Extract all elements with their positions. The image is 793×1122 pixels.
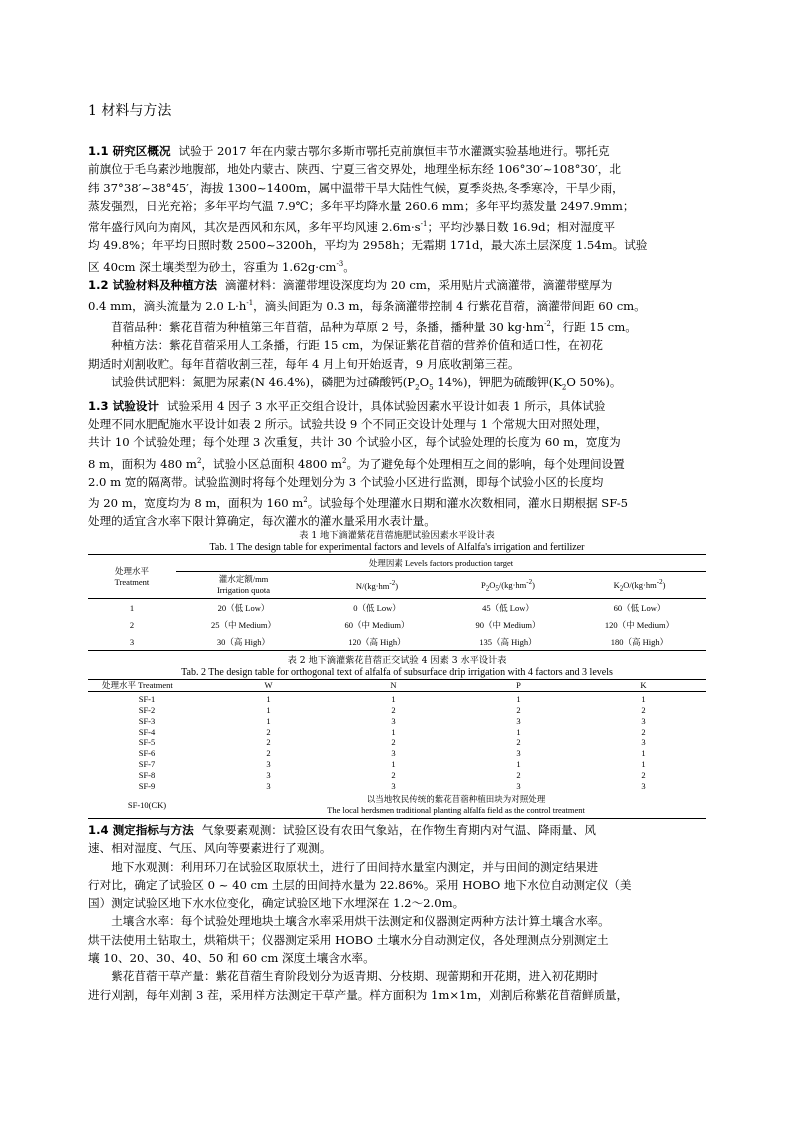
table2-col-n: N [331,680,456,692]
table-row: 3 30（高 High） 120（高 High） 135（高 High） 180（高 High） [88,633,706,651]
table-row: SF-2 1 2 2 2 [138,705,646,715]
table-row: 1 20（低 Low） 0（低 Low） 45（低 Low） 60（低 Low） [129,602,666,613]
paragraph-planting: 种植方法：紫花苜蓿采用人工条播，行距 15 cm，为保证紫花苜蓿的营养价值和适口性，在初花 期适时刈割收贮。每年苜蓿收割三茬，每年 4 月上旬开始返青，9 月底收割第三茬。 [88,338,603,371]
table1-col-irrigation: 灌水定额/mm Irrigation quota [176,572,311,599]
table-row: SF-8 3 2 2 2 [138,769,646,780]
paragraph-design: 1.3 试验设计 试验采用 4 因子 3 水平正交组合设计，具体试验因素水平设计如表 1 所示，具体试验 处理不同水肥配施水平设计如表 2 所示。试验共设 9 个不同正交设计处理与 1 个常规大田对照处理， 共计 10 个试验处理；每个处理 3 次重复，共计 30 个试验小区，每个试验处理的长度为 60 m，宽度为 8 m，面积为 480 $m^2$，试验小区总面积 4800 $m^2$。为了避免每个处理相互之间的影响，每个处理间设置 2.0 m 宽的隔离带。试验监测时将每个处理划分为 3 个试验小区进行监测，即每个试验小区的长度均 为 20 m，宽度均为 8 m，面积为 160 $m^2$。试验每个处理灌水日期和灌水次数相同，灌水日期根据 SF-5 处理的适宜含水率下限计算确定，每次灌水的灌水量采用水表计量。 [88,398,629,529]
table1 [88,554,706,651]
table-row: SF-7 3 1 1 1 [138,758,646,769]
table1-col-p: $P_2O_5/(kg\cdot hm^{-2})$ [443,572,573,599]
table2-col-k: K [581,680,706,692]
table-row: SF-9 3 3 3 3 [138,780,646,791]
heading-1-3: 1.3 试验设计 [88,398,159,413]
paragraph-groundwater: 地下水观测：利用环刀在试验区取原状土，进行了田间持水量室内测定，并与田间的测定结果进 行对比，确定了试验区 0 ~ 40 cm 土层的田间持水量为 22.86%。采用 HOBO 地下水位自动测定仪（美 国）测定试验区地下水水位变化，确定试验区地下水埋深在 1.2～2.0m。 [88,859,632,911]
paragraph-meteorology: 1.4 测定指标与方法 气象要素观测：试验区设有农田气象站，在作物生育期内对气温、降雨量、风 速、相对湿度、气压、风向等要素进行了观测。 [88,822,596,856]
table1-col-n: $N/(kg\cdot hm^{-2})$ [311,572,443,599]
paragraph-variety: 苜蓿品种：紫花苜蓿为种植第三年苜蓿，品种为草原 2 号，条播，播种量 30 $kg\cdot hm^{-2}$，行距 15 cm。 [111,320,637,335]
table1-level-header: 处理水平 Treatment [88,555,176,599]
table1-factor-header: 处理因素 Levels factors production target [176,555,706,572]
heading-1-4: 1.4 测定指标与方法 [88,822,194,837]
table-row: SF-6 2 3 3 1 [138,748,646,759]
table2-col-treatment: 处理水平 Treatment [88,680,206,692]
paragraph-study-area: 1.1 研究区概况 试验于 2017 年在内蒙古鄂尔多斯市鄂托克前旗恒丰节水灌溉实验基地进行。鄂托克 前旗位于毛乌素沙地腹部，地处内蒙古、陕西、宁夏三省交界处，地理坐标东经 106°30′~108°30′，北 纬 37°38′~38°45′，海拔 1300~1400m，属中温带干旱大陆性气候，夏季炎热,冬季寒冷，干旱少雨， 蒸发强烈，日光充裕；多年平均气温 7.9℃；多年平均降水量 260.6 mm；多年平均蒸发量 2497.9mm； 常年盛行风向为南风，其次是西风和东风，多年平均风速 $2.6m\cdot s^{-1}$；平均沙暴日数 16.9d；相对湿度平 均 49.8%；年平均日照时数 2500~3200h，平均为 2958h；无霜期 171d，最大冻土层深度 1.54m。试验 区 40cm 深土壤类型为砂土，容重为 $1.62g\cdot cm^{-3}$。 [88,144,648,274]
table-row: SF-1 1 1 1 1 [138,694,646,705]
paragraph-fertilizer: 试验供试肥料：氮肥为尿素(N 46.4%)，磷肥为过磷酸钙($P_2O_5$ 14%)，钾肥为硫酸钾($K_2O$ 50%)。 [111,375,622,392]
table-row: 2 25（中 Medium） 60（中 Medium） 90（中 Medium） 120（中 Medium） [129,619,675,630]
table2-col-p: P [456,680,581,692]
table-row: SF-5 2 2 2 3 [138,737,646,748]
heading-1-1: 1.1 研究区概况 [88,144,171,158]
paragraph-soil-moisture: 土壤含水率：每个试验处理地块土壤含水率采用烘干法测定和仪器测定两种方法计算土壤含水率。 烘干法使用土钻取土，烘箱烘干；仪器测定采用 HOBO 土壤水分自动测定仪，各处理测点分别测定土 壤 10、20、30、40、50 和 60 cm 深度土壤含水率。 [88,914,610,966]
table2-caption-en: Tab. 2 The design table for orthogonal text of alfalfa of subsurface drip irrigation with 4 factors and 3 levels [181,667,613,679]
table1-caption-cn: 表 1 地下滴灌紫花苜蓿施肥试验因素水平设计表 [299,530,495,542]
section-title: 1 材料与方法 [88,103,172,119]
paragraph-hay-yield: 紫花苜蓿干草产量：紫花苜蓿生育阶段划分为返青期、分枝期、现蕾期和开花期，进入初花期时 进行刈割，每年刈割 3 茬，采用样方法测定干草产量。样方面积为 1m×1m，刈割后称紫花苜蓿鲜质量， [88,969,629,1002]
page-content [88,100,706,1004]
table2 [88,679,706,819]
table-row: SF-3 1 3 3 3 [138,715,646,726]
heading-1-2: 1.2 试验材料及种植方法 [88,277,217,292]
table-row: SF-4 2 1 1 2 [138,726,646,737]
table2-col-w: W [206,680,331,692]
table1-caption-en: Tab. 1 The design table for experimental factors and levels of Alfalfa's irrigation and fertilizer [209,542,585,554]
table2-caption-cn: 表 2 地下滴灌紫花苜蓿正交试验 4 因素 3 水平设计表 [287,655,507,667]
table-row-control: SF-10(CK) 以当地牧民传统的紫花苜蓿种植田块为对照处理 The local herdsmen traditional planting alfalfa field as the control treatment [88,791,706,818]
table1-col-k: $K_2O/(kg\cdot hm^{-2})$ [573,572,706,599]
paragraph-materials: 1.2 试验材料及种植方法 滴灌材料：滴灌带埋设深度均为 20 cm，采用贴片式滴灌带，滴灌带壁厚为 0.4 mm，滴头流量为 2.0 $L\cdot h^{-1}$，滴头间距为 0.3 m，每条滴灌带控制 4 行紫花苜蓿，滴灌带间距 60 cm。 [88,277,646,313]
